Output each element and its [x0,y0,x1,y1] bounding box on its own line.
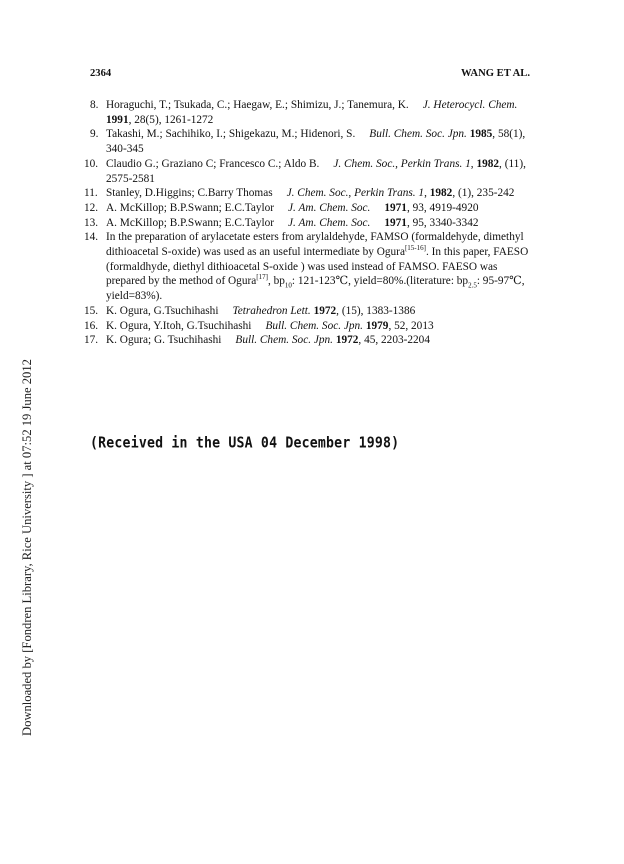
reference-details: , 45, 2203-2204 [358,334,430,347]
reference-journal: Bull. Chem. Soc. Jpn. [235,334,333,347]
reference-list [84,98,535,348]
note-text: : 121-123℃, yield=80%.(literature: bp [291,275,469,288]
received-date-line: (Received in the USA 04 December 1998) [90,435,400,453]
reference-authors: Horaguchi, T.; Tsukada, C.; Haegaw, E.; Shimizu, J.; Tanemura, K. [106,99,409,111]
download-watermark: Downloaded by [Fondren Library, Rice University ] at 07:52 19 June 2012 [20,359,34,736]
reference-journal: Bull. Chem. Soc. Jpn. [369,128,467,141]
reference-journal: Tetrahedron Lett. [232,304,311,317]
reference-details: , 93, 4919-4920 [406,201,479,214]
reference-year: 1991 [106,113,129,126]
reference-journal: J. Am. Chem. Soc. [288,201,371,214]
reference-item [84,304,535,319]
reference-journal: J. Chem. Soc., Perkin Trans. 1 [333,157,471,170]
reference-journal: J. Heterocycl. Chem. [422,99,518,111]
note-text: In the preparation of arylacetate esters from arylaldehyde, FAMSO (formaldehyde, dimethyl dithioacetal S-oxide) was used as an useful intermediate by Ogura [106,231,524,259]
reference-authors: K. Ogura; G. Tsuchihashi [106,334,222,347]
reference-year: 1979 [365,319,389,332]
reference-authors: K. Ogura, G.Tsuchihashi [106,304,219,317]
reference-authors: K. Ogura, Y.Itoh, G.Tsuchihashi [106,319,252,332]
reference-details: , (15), 1383-1386 [336,304,416,317]
reference-item [84,216,535,231]
reference-item [90,127,535,156]
running-head: WANG ET AL. [461,68,530,79]
reference-item [84,201,535,216]
reference-authors: A. McKillop; B.P.Swann; E.C.Taylor [106,216,275,229]
reference-item: 11. Stanley, D.Higgins; C.Barry Thomas J. Chem. Soc., Perkin Trans. 1, 1982, (1), 235-242 [84,187,515,200]
note-text: : 95-97℃, yield=83%). [106,275,525,303]
reference-authors: Takashi, M.; Sachihiko, I.; Shigekazu, M.; Hidenori, S. [106,128,356,141]
reference-details: , 52, 2013 [388,319,434,332]
reference-item [84,319,535,334]
reference-details: , (1), 235-242 [452,187,515,200]
reference-year: 1985 [469,128,493,141]
reference-details: , 95, 3340-3342 [406,216,479,229]
reference-details: , 28(5), 1261-1272 [128,113,214,126]
pressure-subscript: 10 [284,281,292,290]
note-text: , bp [267,275,285,288]
reference-year: 1971 [384,201,407,214]
page-number: 2364 [90,68,112,79]
reference-number: 9. [90,128,99,141]
reference-number: 12. [84,201,99,214]
pressure-subscript: 2.5 [468,281,477,290]
reference-authors: Stanley, D.Higgins; C.Barry Thomas [106,187,273,200]
citation-superscript: [17] [256,273,268,282]
reference-item [84,333,535,348]
reference-journal: J. Chem. Soc., Perkin Trans. 1 [286,187,425,200]
reference-item [90,98,535,127]
citation-superscript: [15-16] [404,244,426,253]
note-text: . In this paper, FAESO (formaldhyde, diethyl dithioacetal S-oxide ) was used instead of FAMSO. FAESO was prepared by the method of Ogura [106,246,529,288]
reference-number: 14. [84,231,99,244]
reference-year: 1972 [335,334,359,347]
reference-number: 16. [84,319,99,332]
reference-item-note [84,230,535,304]
reference-item: 10. Claudio G.; Graziano C; Francesco C.; Aldo B. J. Chem. Soc., Perkin Trans. 1, 1982, (11), 2575-2581 [84,157,526,185]
reference-details: , 58(1), 340-345 [106,128,526,156]
reference-authors: A. McKillop; B.P.Swann; E.C.Taylor [106,201,275,214]
reference-year: 1982 [476,157,500,170]
reference-number: 17. [84,334,99,347]
reference-number: 10. [84,157,99,170]
reference-number: 8. [90,99,99,111]
reference-details: , (11), 2575-2581 [106,157,526,185]
reference-authors: Claudio G.; Graziano C; Francesco C.; Aldo B. [106,157,320,170]
reference-number: 15. [84,304,99,317]
reference-year: 1982 [429,187,453,200]
reference-journal: J. Am. Chem. Soc. [288,216,371,229]
reference-number: 11. [84,187,98,200]
reference-year: 1972 [313,304,337,317]
reference-year: 1971 [384,216,407,229]
reference-journal: Bull. Chem. Soc. Jpn. [265,319,364,332]
reference-number: 13. [84,216,99,229]
